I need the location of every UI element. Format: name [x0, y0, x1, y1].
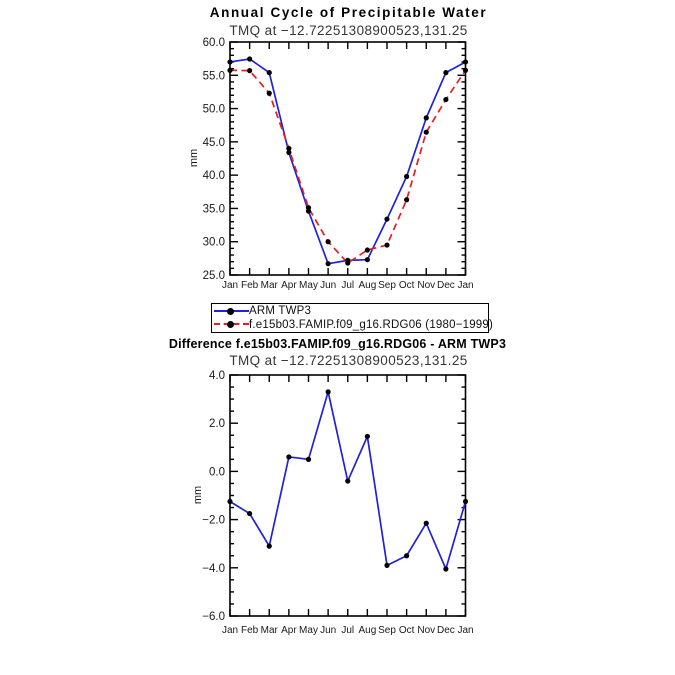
data-point-marker — [306, 205, 311, 210]
series-line-1 — [230, 70, 466, 263]
x-tick-label: Jan — [221, 280, 239, 291]
series-markers — [227, 56, 468, 266]
x-tick-label: Aug — [358, 280, 377, 291]
x-tick-label: Apr — [281, 280, 297, 291]
data-point-marker — [227, 499, 232, 504]
x-tick-label: Oct — [398, 280, 415, 291]
x-tick-label: Aug — [358, 625, 377, 636]
top-chart-subtitle: TMQ at −12.72251308900523,131.25 — [229, 23, 468, 38]
data-point-marker — [365, 434, 370, 439]
y-tick-label: 35.0 — [202, 203, 225, 216]
x-tick-label: Feb — [241, 280, 259, 291]
data-point-marker — [247, 511, 252, 516]
x-tick-label: Sep — [378, 280, 396, 291]
y-tick-label: 0.0 — [209, 466, 225, 479]
data-point-marker — [267, 91, 272, 96]
data-point-marker — [424, 521, 429, 526]
series-line-0 — [230, 59, 466, 264]
data-point-marker — [365, 257, 370, 262]
x-tick-label: Mar — [260, 625, 278, 636]
data-point-marker — [404, 197, 409, 202]
y-tick-label: 40.0 — [202, 170, 225, 183]
data-point-marker — [404, 174, 409, 179]
x-tick-label: Apr — [281, 625, 297, 636]
bottom-chart-title: Difference f.e15b03.FAMIP.f09_g16.RDG06 - ARM TWP3 — [168, 337, 507, 351]
y-tick-label: 55.0 — [202, 70, 225, 83]
data-point-marker — [267, 70, 272, 75]
x-tick-label: Jun — [320, 625, 337, 636]
x-tick-label: Oct — [398, 625, 415, 636]
legend-label-obs: ARM TWP3 — [249, 305, 312, 318]
data-point-marker — [443, 566, 448, 571]
data-point-marker — [463, 499, 468, 504]
data-point-marker — [286, 454, 291, 459]
y-axis-label: mm — [192, 485, 204, 505]
data-point-marker — [326, 389, 331, 394]
x-tick-label: Nov — [417, 280, 436, 291]
axis-ticks — [230, 42, 466, 275]
x-tick-label: Jan — [457, 280, 474, 291]
data-point-marker — [227, 59, 232, 64]
y-tick-label: 60.0 — [202, 37, 225, 49]
data-point-marker — [463, 59, 468, 64]
axis-ticks — [230, 375, 466, 616]
x-tick-label: Jul — [341, 625, 355, 636]
data-point-marker — [345, 478, 350, 483]
data-point-marker — [443, 97, 448, 102]
x-tick-label: Jan — [221, 625, 239, 636]
plot-frame — [230, 375, 466, 616]
legend-entry-obs — [212, 305, 488, 318]
y-tick-label: 2.0 — [209, 418, 225, 431]
x-tick-label: Feb — [241, 625, 259, 636]
legend-label-model: f.e15b03.FAMIP.f09_g16.RDG06 (1980−1999) — [249, 318, 494, 331]
data-point-marker — [443, 70, 448, 75]
legend-dashed-line-icon — [212, 319, 249, 330]
y-tick-label: 25.0 — [202, 270, 225, 282]
x-tick-label: Jul — [341, 280, 355, 291]
data-point-marker — [404, 553, 409, 558]
y-tick-label: 30.0 — [202, 236, 225, 249]
legend-marker-dot-icon — [227, 308, 234, 315]
legend-box — [211, 303, 494, 333]
series-markers — [227, 389, 468, 571]
x-tick-label: May — [299, 280, 318, 291]
x-tick-label: Nov — [417, 625, 436, 636]
y-tick-label: 4.0 — [209, 370, 225, 382]
data-point-marker — [463, 68, 468, 73]
y-tick-label: −6.0 — [202, 611, 225, 623]
data-point-marker — [424, 115, 429, 120]
x-tick-label: Mar — [260, 280, 278, 291]
data-point-marker — [227, 68, 232, 73]
data-point-marker — [326, 261, 331, 266]
legend-solid-line-icon — [212, 306, 249, 317]
data-point-marker — [247, 56, 252, 61]
x-tick-label: Dec — [436, 280, 455, 291]
y-tick-label: 50.0 — [202, 103, 225, 116]
top-chart-title: Annual Cycle of Precipitable Water — [209, 5, 488, 20]
data-point-marker — [384, 242, 389, 247]
data-point-marker — [306, 457, 311, 462]
plot-frame — [230, 42, 466, 275]
y-tick-label: −2.0 — [202, 514, 225, 527]
data-point-marker — [384, 216, 389, 221]
data-point-marker — [384, 563, 389, 568]
x-tick-label: Jan — [457, 625, 474, 636]
x-tick-label: Sep — [378, 625, 396, 636]
data-point-marker — [326, 239, 331, 244]
data-point-marker — [365, 247, 370, 252]
bottom-chart-subtitle: TMQ at −12.72251308900523,131.25 — [229, 353, 468, 368]
y-axis-label: mm — [188, 148, 200, 168]
data-point-marker — [345, 260, 350, 265]
x-tick-label: Jun — [320, 280, 337, 291]
x-tick-label: Dec — [436, 625, 455, 636]
bottom-chart-canvas — [0, 340, 675, 675]
y-tick-label: −4.0 — [202, 562, 225, 575]
data-point-marker — [247, 68, 252, 73]
top-chart-canvas — [0, 0, 675, 300]
data-point-marker — [286, 146, 291, 151]
data-point-marker — [267, 544, 272, 549]
y-tick-label: 45.0 — [202, 136, 225, 149]
legend-marker-dot-icon — [227, 321, 234, 328]
x-tick-label: May — [299, 625, 318, 636]
data-point-marker — [424, 130, 429, 135]
legend-entry-model — [212, 318, 494, 331]
